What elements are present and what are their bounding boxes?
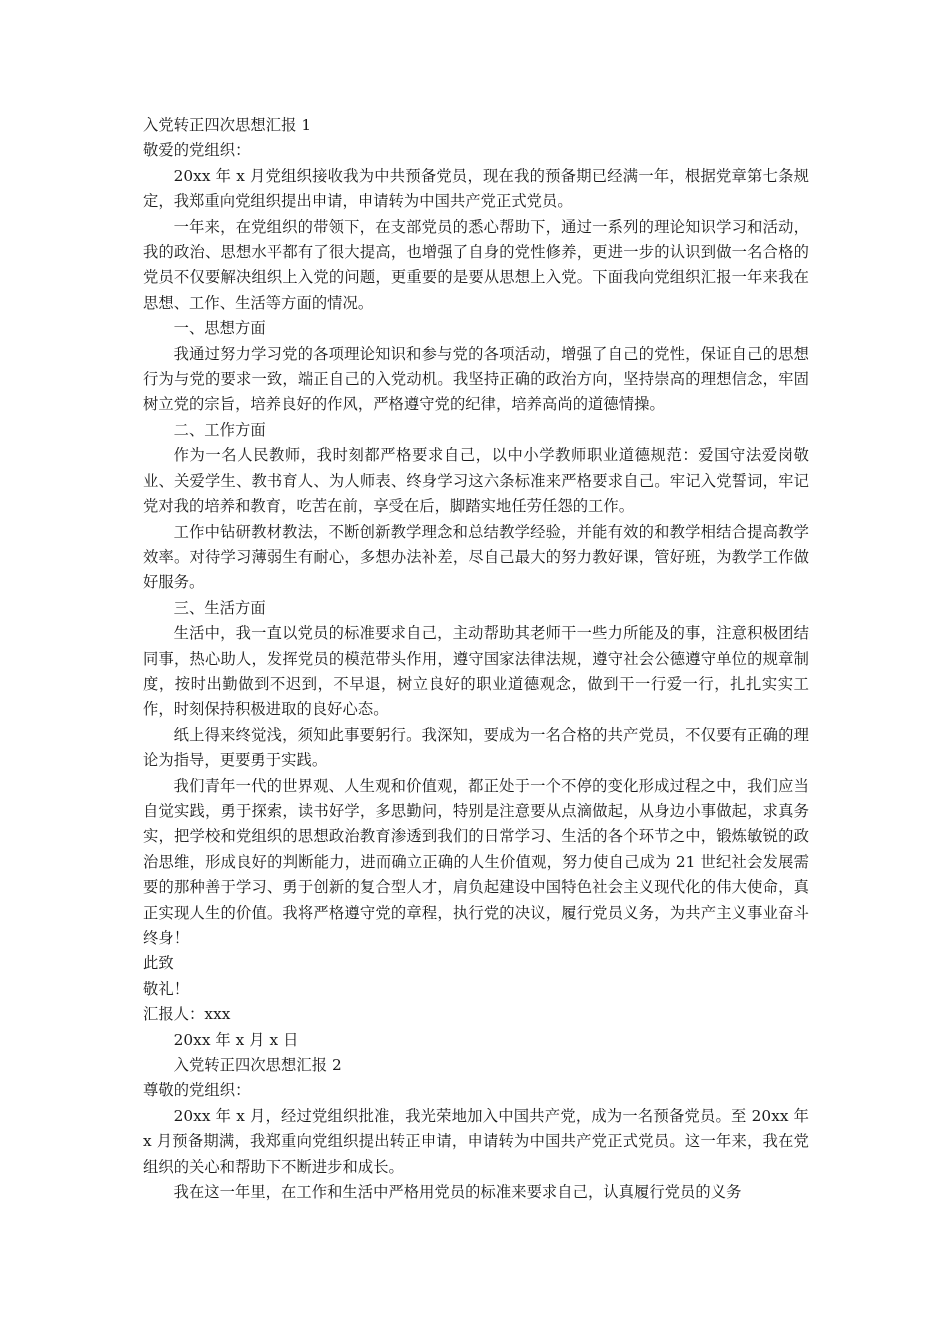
report2-salutation: 尊敬的党组织： — [143, 1081, 251, 1100]
paragraph: 工作中钻研教材教法，不断创新教学理念和总结教学经验，并能有效的和教学相结合提高教学效率。对待学习薄弱生有耐心，多想办法补差，尽自己最大的努力教好课，管好班，为教学工作做好服务。 — [143, 522, 809, 592]
paragraph: 20xx 年 x 月，经过党组织批准，我光荣地加入中国共产党，成为一名预备党员。至 20xx 年 x 月预备期满，我郑重向党组织提出转正申请，申请转为中国共产党正式党员。这一年来，我在党组织的关心和帮助下不断进步和成长。 — [143, 1106, 809, 1176]
signer: 汇报人：xxx — [143, 1005, 231, 1024]
report1-title: 入党转正四次思想汇报 1 — [143, 116, 312, 134]
report1-salutation: 敬爱的党组织： — [143, 141, 251, 160]
paragraph: 我通过努力学习党的各项理论知识和参与党的各项活动，增强了自己的党性，保证自己的思想行为与党的要求一致，端正自己的入党动机。我坚持正确的政治方向，坚持崇高的理想信念，牢固树立党的宗旨，培养良好的作风，严格遵守党的纪律，培养高尚的道德情操。 — [143, 344, 809, 414]
section-heading-work: 二、工作方面 — [173, 420, 266, 439]
paragraph: 一年来，在党组织的带领下，在支部党员的悉心帮助下，通过一系列的理论知识学习和活动，我的政治、思想水平都有了很大提高，也增强了自身的党性修养，更进一步的认识到做一名合格的党员不仅要解决组织上入党的问题，更重要的是要从思想上入党。下面我向党组织汇报一年来我在思想、工作、生活等方面的情况。 — [143, 217, 809, 312]
section-heading-thought: 一、思想方面 — [173, 319, 266, 338]
paragraph: 生活中，我一直以党员的标准要求自己，主动帮助其老师干一些力所能及的事，注意积极团结同事，热心助人，发挥党员的模范带头作用，遵守国家法律法规，遵守社会公德遵守单位的规章制度，按时出勤做到不迟到，不早退，树立良好的职业道德观念，做到干一行爱一行，扎扎实实工作，时刻保持积极进取的良好心态。 — [143, 624, 809, 719]
document-page — [143, 113, 809, 1205]
section-heading-life: 三、生活方面 — [173, 598, 266, 617]
closing-line-2: 敬礼！ — [143, 979, 190, 998]
paragraph: 我在这一年里，在工作和生活中严格用党员的标准来要求自己，认真履行党员的义务 — [173, 1183, 742, 1202]
report2-title: 入党转正四次思想汇报 2 — [173, 1056, 342, 1075]
paragraph: 作为一名人民教师，我时刻都严格要求自己，以中小学教师职业道德规范：爱国守法爱岗敬业、关爱学生、教书育人、为人师表、终身学习这六条标准来严格要求自己。牢记入党誓词，牢记党对我的培养和教育，吃苦在前，享受在后，脚踏实地任劳任怨的工作。 — [143, 446, 809, 516]
paragraph: 20xx 年 x 月党组织接收我为中共预备党员，现在我的预备期已经满一年，根据党章第七条规定，我郑重向党组织提出申请，申请转为中国共产党正式党员。 — [143, 166, 809, 211]
paragraph: 我们青年一代的世界观、人生观和价值观，都正处于一个不停的变化形成过程之中，我们应当自觉实践，勇于探索，读书好学，多思勤问，特别是注意要从点滴做起，从身边小事做起，求真务实，把学校和党组织的思想政治教育渗透到我们的日常学习、生活的各个环节之中，锻炼敏锐的政治思维，形成良好的判断能力，进而确立正确的人生价值观，努力使自己成为 21 世纪社会发展需要的那种善于学习、勇于创新的复合型人才，肩负起建设中国特色社会主义现代化的伟大使命，真正实现人生的价值。我将严格遵守党的章程，执行党的决议，履行党员义务，为共产主义事业奋斗终身！ — [143, 776, 809, 947]
closing-line-1: 此致 — [143, 954, 174, 973]
report-date: 20xx 年 x 月 x 日 — [173, 1030, 299, 1049]
paragraph: 纸上得来终觉浅，须知此事要躬行。我深知，要成为一名合格的共产党员，不仅要有正确的理论为指导，更要勇于实践。 — [143, 725, 809, 770]
